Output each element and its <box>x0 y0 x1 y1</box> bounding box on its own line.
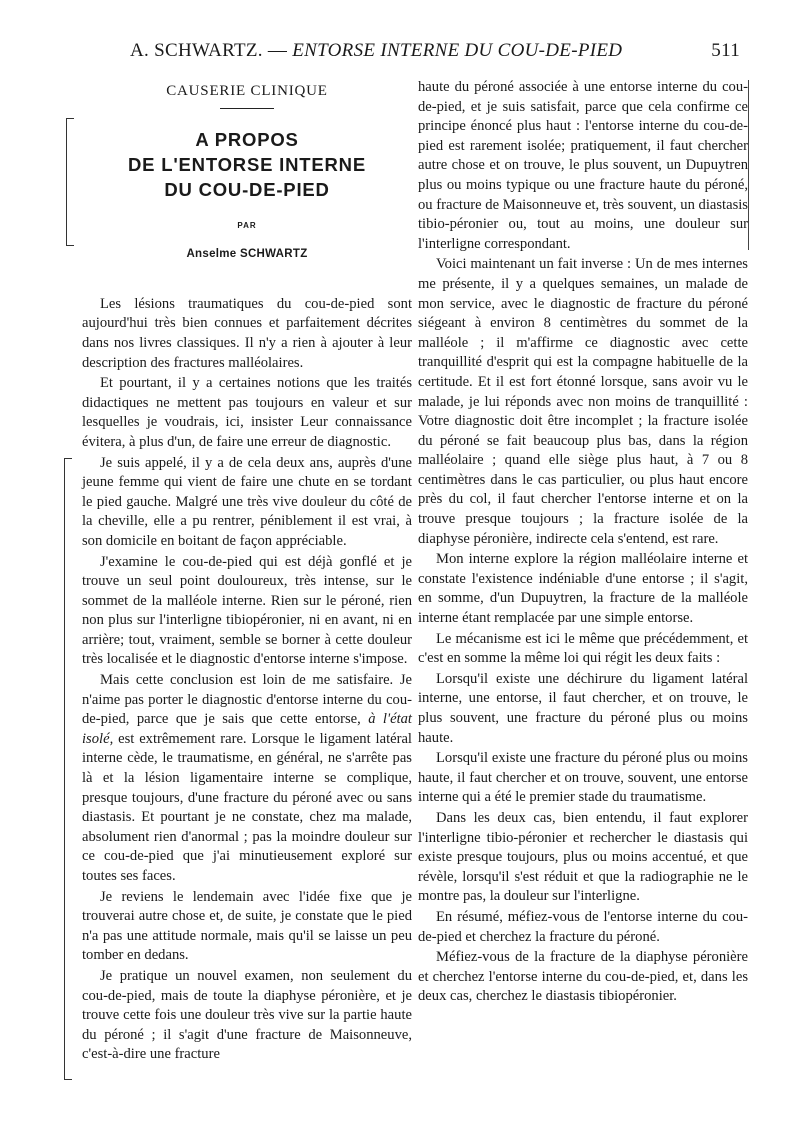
byline-par: PAR <box>237 220 257 230</box>
bracket-tick-top <box>64 458 72 459</box>
bracket-tick-top <box>66 118 74 119</box>
margin-bracket-mark <box>66 118 67 246</box>
paragraph: haute du péroné associée à une entorse interne du cou-de-pied, et je suis satisfait, parce que cela confirme ce principe énoncé plus haut : l'entorse interne du cou-de-pied est rarement isolée; pratiquement, il faut chercher autre chose et on trouve, le plus souvent, un Dupuytren plus ou moins typique ou une fracture haute du péroné, ou fracture de Maisonneuve et, très souvent, un diastasis tibio-péronier ou, tout au moins, une douleur sur l'interligne correspondant. <box>418 79 748 252</box>
header-author: A. SCHWARTZ. <box>130 40 263 61</box>
byline-author: Anselme SCHWARTZ <box>186 248 308 261</box>
paragraph: Le mécanisme est ici le même que précédemment, et c'est en somme la même loi qui régit les deux faits : <box>418 630 748 667</box>
header-dash: — <box>262 40 293 61</box>
article-title-line-1: A PROPOS <box>195 128 299 150</box>
running-title <box>130 40 622 62</box>
paragraph: Lorsqu'il existe une déchirure du ligament latéral interne, une entorse, il faut chercher, et on trouve, le plus souvent, une fracture du péroné plus ou moins haute. <box>418 670 748 746</box>
article-title-line-3: DU COU-DE-PIED <box>164 178 330 200</box>
page-number: 511 <box>711 40 740 61</box>
paragraph-text: est extrêmement rare. Lorsque le ligament latéral interne cède, le traumatisme, en général, ne s'arrête pas là et la lésion ligamentaire interne se complique, presque toujours, d'une fracture du péroné avec ou sans diastasis. Et pourtant je ne constate, chez ma malade, absolument rien d'anormal ; pas la moindre douleur sur ce cou-de-pied que j'ai minutieusement exploré sur toutes ses faces. <box>82 730 412 884</box>
paragraph: Je pratique un nouvel examen, non seulement du cou-de-pied, mais de toute la diaphyse péronière, et je trouve cette fois une douleur très vive sur la partie haute du péroné ; il s'agit d'une fracture de Maisonneuve, c'est-à-dire une fracture <box>82 967 412 1063</box>
bracket-tick-bottom <box>64 1079 72 1080</box>
bracket-tick-bottom <box>66 245 74 246</box>
left-column <box>82 82 412 1065</box>
paragraph: J'examine le cou-de-pied qui est déjà gonflé et je trouve un seul point douloureux, très intense, sur le sommet de la malléole interne. Rien sur le péroné, rien non plus sur l'interligne tibiopéronier, ni en avant, ni en arrière; tout, vraiment, semble se borner à cette douleur très localisée et le diagnostic d'entorse interne s'impose. <box>82 553 412 668</box>
paragraph: Méfiez-vous de la fracture de la diaphyse péronière et cherchez l'entorse interne du cou-de-pied, et, dans les deux cas, cherchez le diastasis tibiopéronier. <box>418 949 748 1005</box>
paragraph: Je reviens le lendemain avec l'idée fixe que je trouverai autre chose et, de suite, je constate que le pied n'a pas une attitude normale, mais qu'il se laisse un peu tomber en dedans. <box>82 888 412 964</box>
margin-bracket-mark <box>64 458 65 1080</box>
paragraph <box>82 671 412 887</box>
margin-bracket-mark <box>748 80 749 250</box>
paragraph: Voici maintenant un fait inverse : Un de mes internes me présente, il y a quelques semaines, un malade de mon service, avec le diagnostic de fracture du péroné siégeant à environ 8 centimètres du sommet de la malléole ; il m'affirme ce diagnostic avec cette tranquillité d'esprit qui est la compagne habituelle de la certitude. Et il est fort étonné lorsque, sans avoir vu le malade, je lui réponds avec non moins de tranquillité : Votre diagnostic doit être incomplet ; la fracture isolée du péroné se fait beaucoup plus bas, dans la région malléolaire ; quand elle siège plus haut, à 7 ou 8 centimètres dans le cas particulier, ou plus haut encore près du col, il faut chercher l'entorse interne et on la trouve presque toujours ; la fracture isolée de la diaphyse péronière, indirecte cela s'entend, est rare. <box>418 256 748 547</box>
emphasis-text: à l'état isolé, <box>82 711 412 747</box>
article-title-line-2: DE L'ENTORSE INTERNE <box>128 153 366 175</box>
paragraph: Mon interne explore la région malléolaire interne et constate l'existence indéniable d'une entorse ; il s'agit, en somme, d'un Dupuytren, la fracture de la malléole interne étant remplacée par une simple entorse. <box>418 551 748 627</box>
title-rule <box>220 108 274 109</box>
paragraph: Je suis appelé, il y a de cela deux ans, auprès d'une jeune femme qui vient de faire une chute en se tordant le pied gauche. Malgré une très vive douleur du côté de la cheville, elle a pu rentrer, péniblement il est vrai, à son domicile en boitant de façon appréciable. <box>82 454 412 549</box>
running-header <box>110 40 750 72</box>
right-column <box>418 78 748 1007</box>
header-title: ENTORSE INTERNE DU COU-DE-PIED <box>292 40 623 61</box>
paragraph: En résumé, méfiez-vous de l'entorse interne du cou-de-pied et cherchez la fracture du péroné. <box>418 908 748 945</box>
paragraph: Les lésions traumatiques du cou-de-pied sont aujourd'hui très bien connues et parfaitement décrites dans nos livres classiques. Il n'y a rien à ajouter à leur description des fractures malléolaires. <box>82 295 412 371</box>
paragraph: Lorsqu'il existe une fracture du péroné plus ou moins haute, il faut chercher et on trouve, souvent, une entorse interne qui a été le premier stade du traumatisme. <box>418 750 748 806</box>
section-label: CAUSERIE CLINIQUE <box>166 83 328 99</box>
paragraph: Et pourtant, il y a certaines notions que les traités didactiques ne mettent pas toujours en valeur et sur lesquelles je voudrais, ici, insister Leur connaissance évitera, à plus d'un, de faire une erreur de diagnostic. <box>82 375 412 450</box>
paragraph-text: Mais cette conclusion est loin de me satisfaire. Je n'aime pas porter le diagnostic d'entorse interne du cou-de-pied, parce que je sais que cette entorse, <box>82 672 412 728</box>
paragraph: Dans les deux cas, bien entendu, il faut explorer l'interligne tibio-péronier et rechercher le diastasis qui existe presque toujours, plus ou moins accentué, et que révèle, lorsqu'il s'est réduit et que la radiographie ne le montre pas, la douleur sur l'interligne. <box>418 809 748 905</box>
